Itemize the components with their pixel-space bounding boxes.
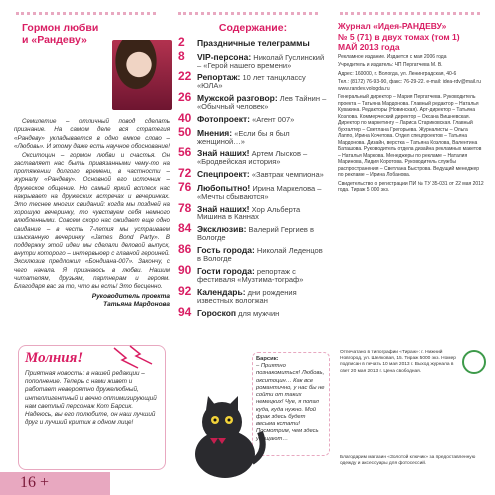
- contents-item-page: 78: [178, 200, 192, 215]
- contents-item-text: [197, 73, 328, 90]
- contents-item-desc: Лев Тайнин – «Обычный человек»: [197, 94, 327, 112]
- print-info-row: [340, 350, 486, 375]
- contents-item: [178, 202, 328, 222]
- contents-item-page: 22: [178, 69, 192, 84]
- contents-item: [178, 306, 328, 319]
- contents-item: [178, 264, 328, 284]
- contents-item-desc: Артем Лысков – «Бродвейская история»: [197, 149, 308, 167]
- contents-item-desc: Валерий Гергиев в Вологде: [197, 225, 314, 243]
- contents-item-title: Мужской разговор:: [197, 93, 278, 104]
- editorial-heading: Гормон любви и «Рандеву»: [22, 22, 99, 47]
- contents-item-desc: Николай Леденцов в Вологде: [197, 246, 323, 264]
- contents-item-desc: Ирина Маркелова – «Мечты сбываются»: [197, 183, 322, 201]
- contents-item: [178, 243, 328, 263]
- contents-item-title: Календарь:: [197, 286, 246, 297]
- contents-item-text: [197, 205, 328, 222]
- contents-item-title: Мнения:: [197, 127, 233, 138]
- imprint-line: Адрес: 160000, г. Вологда, ул. Ленинградская, 40-6: [338, 70, 457, 77]
- contents-item-desc: репортаж с фестиваля «Музтима-тограф»: [197, 266, 304, 284]
- top-border-left: [16, 12, 156, 18]
- magazine-issue: № 5 (71) в двух томах (том 1): [338, 31, 460, 42]
- thanks-note: Благодарим магазин «Золотой ключик» за предоставленную одежду и аксессуары для фотосессий.: [340, 455, 476, 467]
- contents-item: [178, 285, 328, 305]
- contents-item-title: Фотопроект:: [197, 113, 250, 124]
- contents-item-text: [197, 267, 328, 284]
- contents-item-text: [197, 149, 328, 166]
- contents-item-desc: «Агент 007»: [252, 114, 295, 124]
- editorial-text: [14, 118, 170, 291]
- contents-item-title: Гороскоп: [197, 307, 237, 318]
- contents-item-title: Репортаж:: [197, 72, 241, 83]
- contents-item-desc: «Завтрак чемпиона»: [251, 170, 324, 180]
- contents-item-desc: 10 лет танцклассу «ЮЛА»: [197, 73, 306, 91]
- contents-item-page: 56: [178, 145, 192, 160]
- editorial-signature: [14, 293, 170, 309]
- signature-role: Руководитель проекта: [91, 293, 170, 301]
- contents-item-page: 84: [178, 221, 192, 236]
- page-number: 16 +: [20, 474, 50, 491]
- contents-item-page: 40: [178, 110, 192, 125]
- contents-item-desc: «Если бы я был женщиной…»: [197, 128, 290, 146]
- imprint-line: Рекламное издание. Издается с мая 2006 года: [338, 53, 447, 60]
- contents-item-text: [197, 309, 279, 318]
- editorial-column: [14, 22, 170, 309]
- magazine-title: Журнал «Идея-РАНДЕВУ»: [338, 21, 447, 31]
- magazine-date: МАЙ 2013 года: [338, 41, 400, 52]
- imprint-column: [338, 22, 484, 196]
- contents-item: [178, 91, 328, 111]
- contents-item-text: [197, 288, 328, 305]
- cat-feature: [180, 352, 335, 482]
- contents-item-page: 72: [178, 166, 192, 181]
- imprint-line: Генеральный директор – Мария Пергатчева. Руководитель проекта – Татьяна Мардонова. Главный редактор – Наталья Кувакина. Редакторы (Новинская). Арт-директор – Татьяна Козлова. Коммерческий директор – Оксана Вишневская. Директор по маркетингу – Лариса Стариковская. Главный бухгалтер – Светлана Грегорьева. Журналисты – Ольга Лаппо, Ирина Кочетова. Отдел спецпроектов – Татьяна Мардонова. Дизайн, верстка – Татьяна Козлова, Валентина Баташова. Руководитель отдела дизайна рекламных макетов – Наталья Маркова. Менеджеры по рекламе – Наталия Маринова, Лидия Коротова. Руководитель службы распространения – Светлана Быстрова. Ведущий менеджер по рекламе – Ирина Лобанова.: [338, 94, 482, 179]
- contents-item-page: 8: [178, 48, 185, 63]
- contents-item-title: Гость города:: [197, 245, 255, 256]
- contents-item-page: 76: [178, 179, 192, 194]
- cat-illustration: [180, 392, 270, 482]
- top-border-middle: [178, 12, 318, 18]
- top-border-right: [340, 12, 480, 18]
- contents-item: [178, 222, 328, 242]
- contents-item-page: 2: [178, 35, 185, 49]
- contents-item-title: Спецпроект:: [197, 169, 250, 180]
- contents-item-title: Любопытно!: [197, 182, 251, 193]
- contents-item: [178, 146, 328, 166]
- contents-item-desc: для мужчин: [238, 308, 280, 318]
- contents-item-text: [197, 53, 328, 70]
- contents-item-text: [197, 115, 294, 124]
- contents-list: [178, 36, 328, 318]
- contents-item: [178, 112, 328, 125]
- contents-item-title: Знай наших!: [197, 203, 250, 214]
- contents-item-title: VIP-персона:: [197, 51, 252, 62]
- news-flash-text: Приятная новость: в нашей редакции – пополнение. Теперь с нами живет и работает невероятно дружелюбный, интеллигентный и вечно оптимизирующий нам светлый персонаж Кот Барсик. Надеюсь, вы его полюбите, он наш лучший друг и лучший критик в одном лице!: [25, 370, 157, 427]
- contents-item-text: [197, 170, 324, 179]
- print-info: [340, 350, 486, 378]
- print-info-text: Отпечатано в типографии «Тираж»: г. Нижний Новгород, ул. Шелковая, 15. Тираж 5000 экз. Номер подписан в печать 10 мая 2013 г. Выход журнала в свет 20 мая 2013 г. Цена свободная.: [340, 350, 456, 374]
- contents-item-text: [197, 246, 328, 263]
- contents-item-text: [197, 39, 310, 48]
- editorial-paragraph: Семилетие – отличный повод сделать признание. На самом деле вся стратегия «Рандеву» укладывается в одно емкое слово – «Любовь». И этому даже есть научное обоснование!: [14, 118, 170, 150]
- editor-photo: [112, 40, 172, 110]
- editorial-paragraph: Окситоцин – гормон любви и счастья. Он заставляет нас быть привязанными чему-то на протяжении долгого времени, в частности – журналу «Рандеву». Основной его источник – дружеское общение. Но самый яркий всплеск нас накрывает на дружеских встречах и вечеринках. Это теснее многих свиданий: когда мы поздней на хорошую вечеринку, то чувствуем себя немного влюбленными. Совсем скоро нас ожидает еще одно свидание – в честь 7-летия мы устраиваем изысканную вечеринку «James Bond Party». В поддержку этой идеи мы сделали деловой выпуск, внутри которого – интервьюер с главной героиней. Эксклюзив предложил «Бондиана-007». Закончу, с чего начала. Я признаюсь в любви. Нашим читателям, друзьям, партнерам и героям. Благодаря вас за то, что вы есть! Это бесценно.: [14, 151, 170, 290]
- contents-title: Содержание:: [218, 22, 288, 34]
- imprint-line: Свидетельство о регистрации ПИ № ТУ 35-031 от 22 мая 2012 года. Тираж 5 000 экз.: [338, 180, 484, 194]
- cat-name: Барсик:: [256, 356, 279, 362]
- contents-item-desc: Николай Гуслинский – «Герой нашего времени»: [197, 52, 325, 70]
- contents-item: [178, 36, 328, 49]
- contents-item-page: 94: [178, 304, 192, 319]
- contents-item-page: 86: [178, 242, 192, 257]
- contents-item: [178, 126, 328, 146]
- contents-item-text: [197, 225, 328, 242]
- news-flash-title: Молния!: [25, 350, 84, 366]
- contents-item-page: 26: [178, 90, 192, 105]
- contents-item-text: [197, 94, 328, 111]
- page-number-bar: [0, 472, 110, 495]
- contents-item: [178, 50, 328, 70]
- signature-name: Татьяна Мардонова: [103, 301, 170, 309]
- contents-item: [178, 70, 328, 90]
- contents-item-text: [197, 184, 328, 201]
- contents-item-page: 92: [178, 283, 192, 298]
- eco-logo-icon: [462, 350, 486, 374]
- contents-item: [178, 167, 328, 180]
- cat-quote: – Приятно познакомиться! Любовь, окситоцин… Как все романтично, у нас бы не сойти от таких немецких! Чуе, я попал куда, куда нужно. Мой фрак здесь будет весьма кстати! Посмотрим, чем здесь угощают…: [256, 363, 325, 442]
- contents-item-desc: дни рождения известных вологжан: [197, 287, 297, 305]
- imprint-line: Тел.: (8172) 76-93-90, факс: 76-29-22. e-mail: idea-rdv@mail.ru www.randev.vologda.ru: [338, 79, 481, 92]
- contents-item: [178, 181, 328, 201]
- contents-column: [178, 22, 328, 319]
- contents-item-title: Праздничные телеграммы: [197, 38, 310, 48]
- contents-item-page: 90: [178, 262, 192, 277]
- lightning-icon: [112, 344, 157, 372]
- imprint-line: Учредитель и издатель: ЧП Пергатчева М. В.: [338, 62, 443, 69]
- imprint-block: [338, 54, 484, 194]
- contents-item-desc: Хор Альберта Мишина в Каннах: [197, 204, 301, 222]
- contents-item-page: 50: [178, 124, 192, 139]
- contents-item-title: Гости города:: [197, 265, 255, 276]
- contents-item-text: [197, 129, 328, 146]
- contents-item-title: Эксклюзив:: [197, 224, 247, 235]
- contents-item-title: Знай наших!: [197, 148, 250, 159]
